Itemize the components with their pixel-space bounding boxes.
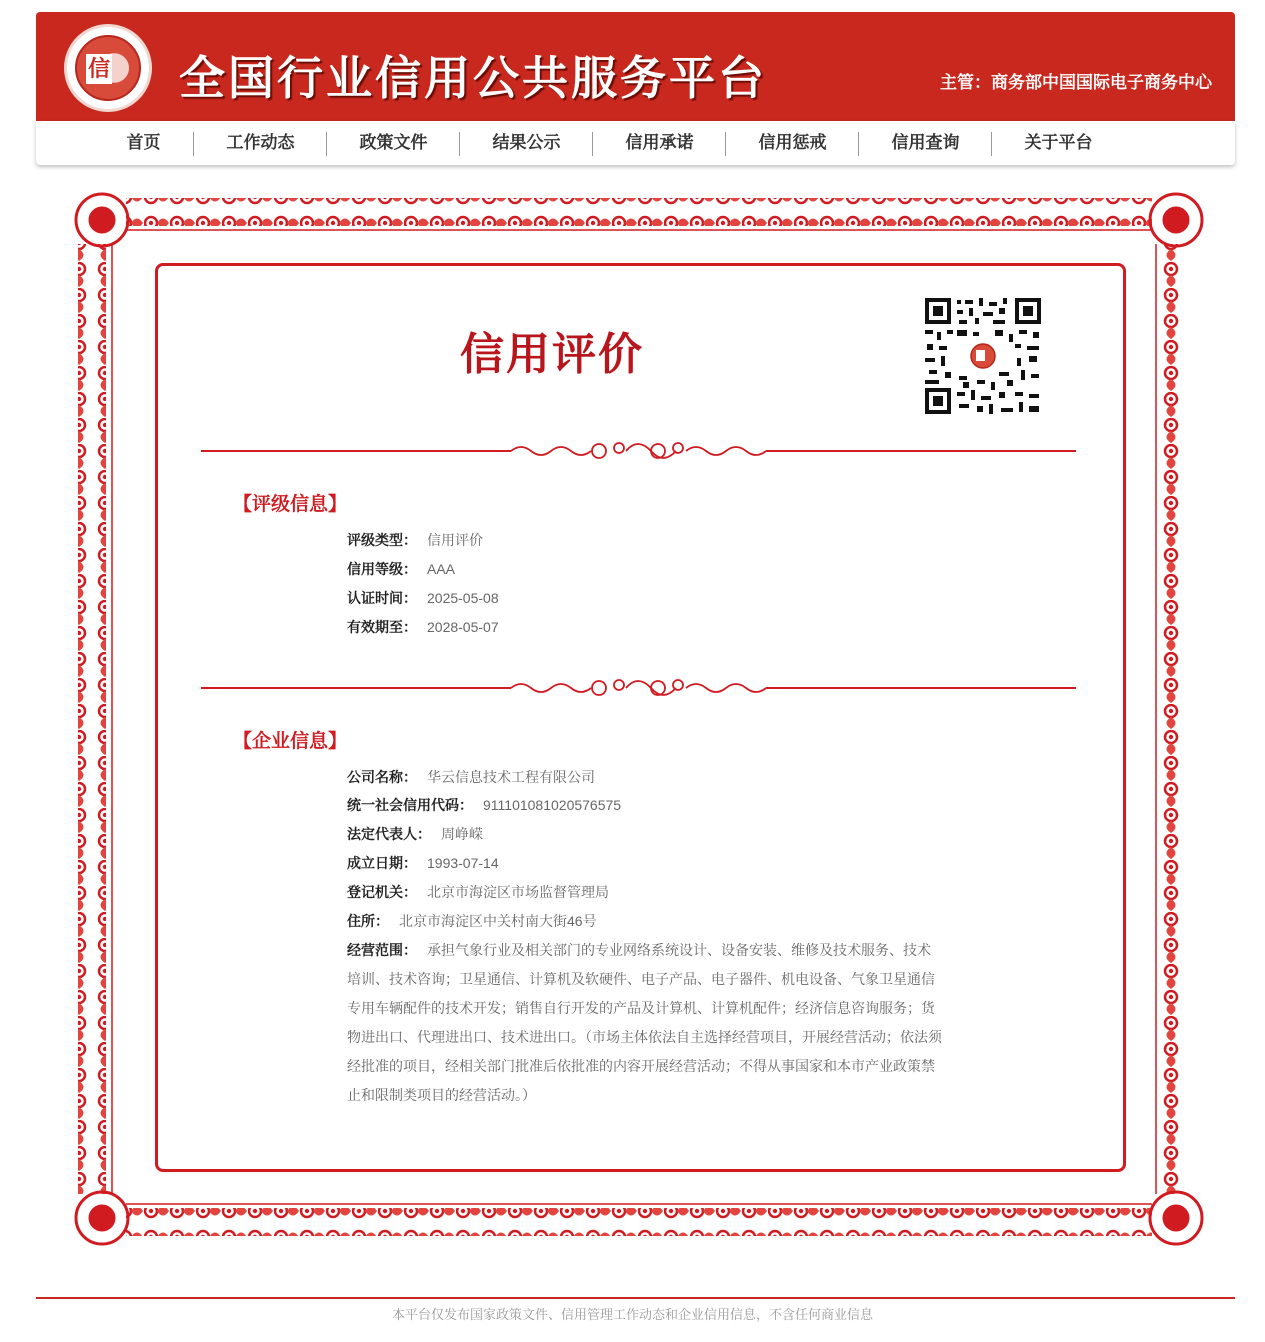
credit-level-value: AAA xyxy=(427,561,456,577)
nav-item-work-news[interactable]: 工作动态 xyxy=(226,133,295,152)
business-scope-block xyxy=(347,936,943,1110)
valid-until-label: 有效期至： xyxy=(347,619,417,635)
company-section-title: 【企业信息】 xyxy=(233,731,348,752)
business-scope-value: 承担气象行业及相关部门的专业网络系统设计、设备安装、维修及技术服务、技术培训、技术咨询；卫星通信、计算机及软硬件、电子产品、电子器件、机电设备、气象卫星通信专用车辆配件的技术开发；销售自行开发的产品及计算机、计算机配件；经济信息咨询服务；货物进出口、代理进出口、技术进出口。（市场主体依法自主选择经营项目，开展经营活动；依法须经批准的项目，经相关部门批准后依批准的内容开展经营活动；不得从事国家和本市产业政策禁止和限制类项目的经营活动。） xyxy=(347,942,942,1103)
cert-date-row xyxy=(347,588,499,608)
valid-until-row xyxy=(347,617,499,637)
rating-type-row xyxy=(347,530,483,550)
legal-rep-row xyxy=(347,824,483,844)
footer-divider xyxy=(36,1297,1235,1299)
site-title: 全国行业信用公共服务平台 xyxy=(179,52,767,104)
company-name-row xyxy=(347,767,595,787)
legal-rep-label: 法定代表人： xyxy=(347,826,431,842)
rating-section-title: 【评级信息】 xyxy=(233,494,348,515)
certificate-title: 信用评价 xyxy=(460,329,644,380)
ornamental-divider xyxy=(201,436,1076,466)
ornamental-divider xyxy=(201,673,1076,703)
supervisor-text: 主管：商务部中国国际电子商务中心 xyxy=(940,73,1212,92)
founded-date-row xyxy=(347,853,499,873)
valid-until-value: 2028-05-07 xyxy=(427,619,499,635)
rating-type-label: 评级类型： xyxy=(347,532,417,548)
founded-date-label: 成立日期： xyxy=(347,855,417,871)
business-scope-label: 经营范围： xyxy=(347,942,417,958)
platform-logo[interactable] xyxy=(64,24,152,112)
nav-item-policy[interactable]: 政策文件 xyxy=(359,133,428,152)
company-name-label: 公司名称： xyxy=(347,769,417,785)
nav-item-home[interactable]: 首页 xyxy=(126,133,161,152)
credit-code-row xyxy=(347,795,621,815)
company-name-value: 华云信息技术工程有限公司 xyxy=(427,769,595,785)
credit-code-value: 911101081020576575 xyxy=(483,797,622,813)
legal-rep-value: 周峥嵘 xyxy=(441,826,483,842)
authority-value: 北京市海淀区市场监督管理局 xyxy=(427,884,609,900)
credit-code-label: 统一社会信用代码： xyxy=(347,797,473,813)
nav-item-results[interactable]: 结果公示 xyxy=(492,133,561,152)
nav-item-punishment[interactable]: 信用惩戒 xyxy=(758,133,827,152)
authority-row xyxy=(347,882,609,902)
address-row xyxy=(347,911,597,931)
qr-code-icon[interactable] xyxy=(923,296,1043,416)
logo-char: 信 xyxy=(87,56,110,82)
credit-level-row xyxy=(347,559,455,579)
logo-seal-icon xyxy=(75,35,141,101)
credit-level-label: 信用等级： xyxy=(347,561,417,577)
founded-date-value: 1993-07-14 xyxy=(427,855,499,871)
nav-item-commitment[interactable]: 信用承诺 xyxy=(625,133,694,152)
main-nav xyxy=(36,121,1235,165)
nav-item-query[interactable]: 信用查询 xyxy=(891,133,960,152)
nav-item-about[interactable]: 关于平台 xyxy=(1024,133,1093,152)
address-value: 北京市海淀区中关村南大街46号 xyxy=(399,913,597,929)
footer-note: 本平台仅发布国家政策文件、信用管理工作动态和企业信用信息，不含任何商业信息 xyxy=(391,1307,873,1322)
rating-type-value: 信用评价 xyxy=(427,532,483,548)
address-label: 住所： xyxy=(347,913,389,929)
authority-label: 登记机关： xyxy=(347,884,417,900)
cert-date-label: 认证时间： xyxy=(347,590,417,606)
cert-date-value: 2025-05-08 xyxy=(427,590,499,606)
site-header xyxy=(36,12,1235,121)
